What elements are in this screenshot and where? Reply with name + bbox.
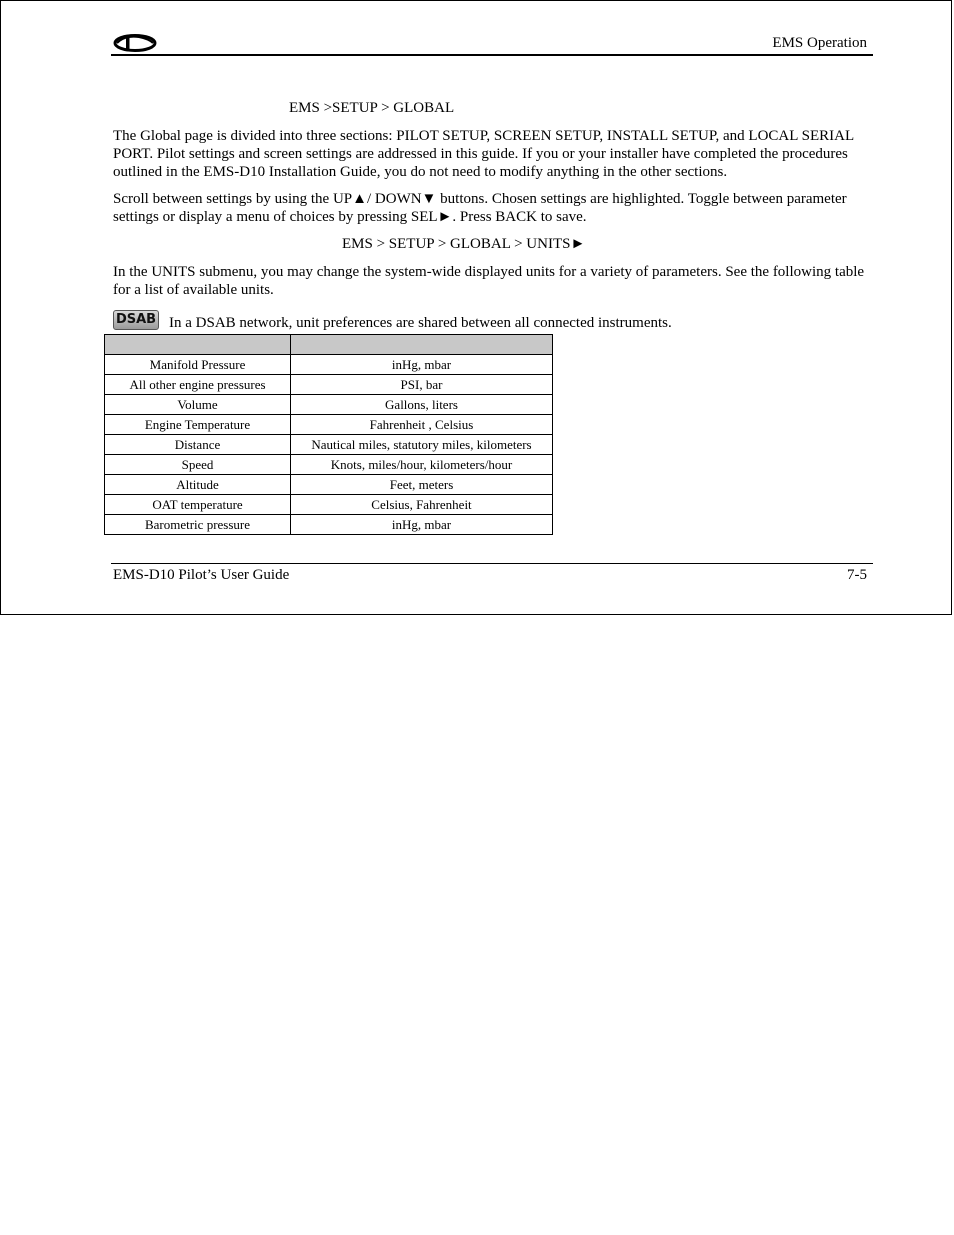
header-divider xyxy=(111,54,873,56)
parameter-cell: Speed xyxy=(105,455,291,475)
parameter-cell: Barometric pressure xyxy=(105,515,291,535)
dynon-logo-icon xyxy=(113,34,157,52)
menu-path-global: EMS >SETUP > GLOBAL xyxy=(289,100,455,116)
units-cell: Nautical miles, statutory miles, kilometers xyxy=(291,435,553,455)
units-cell: inHg, mbar xyxy=(291,355,553,375)
footer-guide-title: EMS-D10 Pilot’s User Guide xyxy=(113,567,290,583)
units-table xyxy=(104,334,553,535)
parameter-cell: All other engine pressures xyxy=(105,375,291,395)
units-cell: Fahrenheit , Celsius xyxy=(291,415,553,435)
table-header-cell xyxy=(105,335,291,355)
parameter-cell: Engine Temperature xyxy=(105,415,291,435)
table-header-row xyxy=(105,335,553,355)
table-row xyxy=(105,455,553,475)
units-cell: Feet, meters xyxy=(291,475,553,495)
table-row xyxy=(105,495,553,515)
parameter-cell: Manifold Pressure xyxy=(105,355,291,375)
table-row xyxy=(105,435,553,455)
parameter-cell: Volume xyxy=(105,395,291,415)
units-cell: PSI, bar xyxy=(291,375,553,395)
table-row xyxy=(105,355,553,375)
table-row xyxy=(105,415,553,435)
parameter-cell: Distance xyxy=(105,435,291,455)
footer-divider xyxy=(111,563,873,564)
units-cell: Gallons, liters xyxy=(291,395,553,415)
document-page xyxy=(0,0,952,615)
footer-page-number: 7-5 xyxy=(847,567,867,583)
parameter-cell: OAT temperature xyxy=(105,495,291,515)
table-row xyxy=(105,475,553,495)
intro-paragraph: The Global page is divided into three sections: PILOT SETUP, SCREEN SETUP, INSTALL SETUP, and LOCAL SERIAL PORT. Pilot settings and screen settings are addressed in this guide. If you or your installer have completed the procedures outlined in the EMS-D10 Installation Guide, you do not need to modify anything in the other sections. xyxy=(113,128,854,180)
table-header-cell xyxy=(291,335,553,355)
parameter-cell: Altitude xyxy=(105,475,291,495)
page-header-title: EMS Operation xyxy=(772,35,867,51)
units-cell: Celsius, Fahrenheit xyxy=(291,495,553,515)
units-paragraph: In the UNITS submenu, you may change the system-wide displayed units for a variety of parameters. See the following table for a list of available units. xyxy=(113,264,865,298)
table-row xyxy=(105,395,553,415)
table-row xyxy=(105,375,553,395)
units-cell: inHg, mbar xyxy=(291,515,553,535)
dsab-icon: DSAB xyxy=(113,310,159,330)
dsab-note: In a DSAB network, unit preferences are shared between all connected instruments. xyxy=(169,315,672,331)
menu-path-units: EMS > SETUP > GLOBAL > UNITS► xyxy=(342,236,586,252)
scroll-paragraph: Scroll between settings by using the UP▲/ DOWN▼ buttons. Chosen settings are highlighted. Toggle between parameter settings or display a menu of choices by pressing SEL►. Press BACK to save. xyxy=(113,191,847,225)
table-row xyxy=(105,515,553,535)
units-cell: Knots, miles/hour, kilometers/hour xyxy=(291,455,553,475)
